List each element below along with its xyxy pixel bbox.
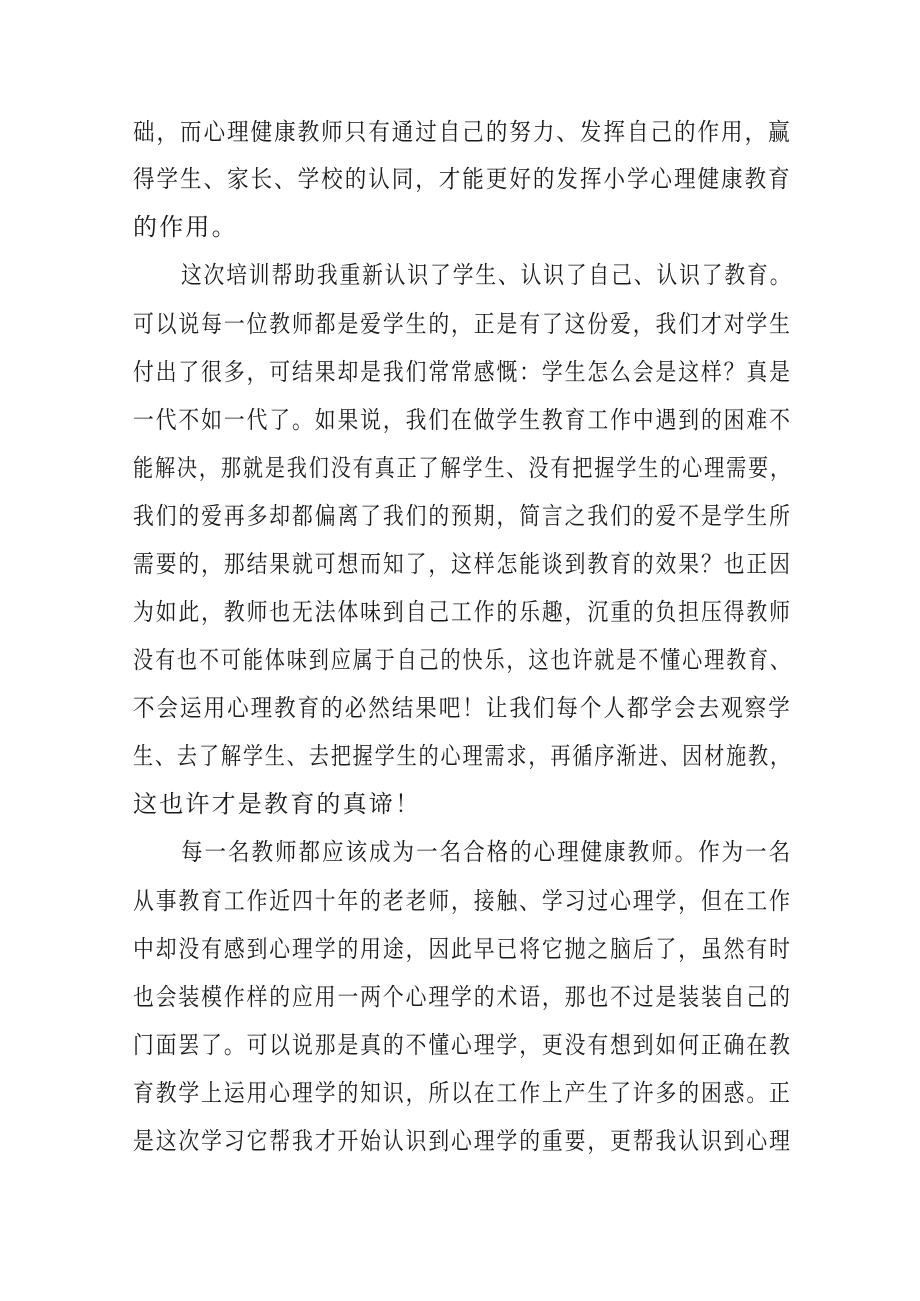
text-line: 为如此，教师也无法体味到自己工作的乐趣，沉重的负担压得教师: [133, 598, 792, 626]
text-line: 门面罢了。可以说那是真的不懂心理学，更没有想到如何正确在教: [133, 1031, 792, 1059]
text-line: 础，而心理健康教师只有通过自己的努力、发挥自己的作用，赢: [133, 118, 792, 146]
text-line: 能解决，那就是我们没有真正了解学生、没有把握学生的心理需要，: [133, 454, 792, 482]
text-line: 可以说每一位教师都是爱学生的，正是有了这份爱，我们才对学生: [133, 310, 792, 338]
text-line: 是这次学习它帮我才开始认识到心理学的重要，更帮我认识到心理: [133, 1127, 792, 1155]
text-line: 从事教育工作近四十年的老老师，接触、学习过心理学，但在工作: [133, 887, 792, 915]
text-line: 不会运用心理教育的必然结果吧！让我们每个人都学会去观察学: [133, 694, 792, 722]
text-line: 付出了很多，可结果却是我们常常感慨：学生怎么会是这样？真是: [133, 358, 792, 386]
text-line: 一代不如一代了。如果说，我们在做学生教育工作中遇到的困难不: [133, 406, 792, 434]
text-line: 我们的爱再多却都偏离了我们的预期，简言之我们的爱不是学生所: [133, 502, 792, 530]
text-line: 生、去了解学生、去把握学生的心理需求，再循序渐进、因材施教，: [133, 742, 792, 770]
text-line: 的作用。: [133, 213, 238, 241]
text-line: 每一名教师都应该成为一名合格的心理健康教师。作为一名: [181, 838, 793, 866]
text-line: 需要的，那结果就可想而知了，这样怎能谈到教育的效果？也正因: [133, 550, 792, 578]
text-line: 这次培训帮助我重新认识了学生、认识了自己、认识了教育。: [181, 261, 793, 289]
text-line: 也会装模作样的应用一两个心理学的术语，那也不过是装装自己的: [133, 983, 792, 1011]
text-line: 得学生、家长、学校的认同，才能更好的发挥小学心理健康教育: [133, 165, 792, 193]
text-line: 中却没有感到心理学的用途，因此早已将它抛之脑后了，虽然有时: [133, 935, 792, 963]
text-line: 育教学上运用心理学的知识，所以在工作上产生了许多的困惑。正: [133, 1079, 792, 1107]
text-line: 这也许才是教育的真谛！: [133, 790, 422, 818]
text-line: 没有也不可能体味到应属于自己的快乐，这也许就是不懂心理教育、: [133, 646, 792, 674]
